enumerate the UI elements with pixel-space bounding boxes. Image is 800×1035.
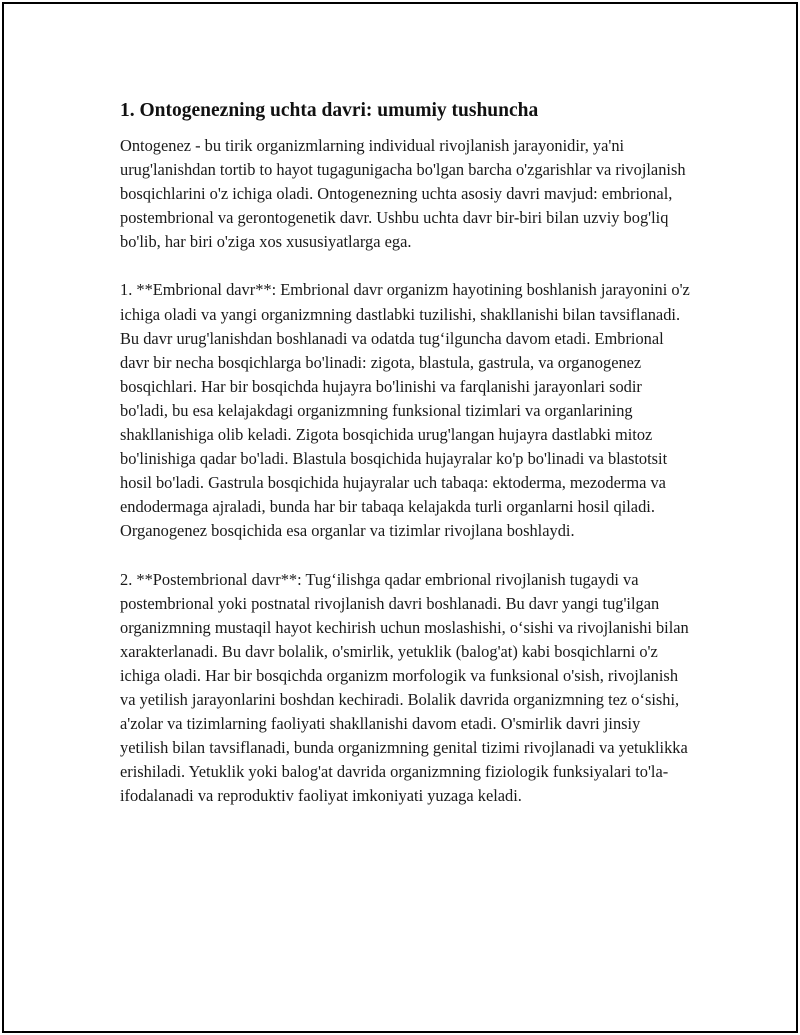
postembryonic-period-paragraph: 2. **Postembrional davr**: Tug‘ilishga qadar embrional rivojlanish tugaydi va postembrional yoki postnatal rivojlanish davri boshlanadi. Bu davr yangi tug'ilgan organizmning mustaqil hayot kechirish uchun moslashishi, o‘sishi va rivojlanishi bilan xarakterlanadi. Bu davr bolalik, o'smirlik, yetuklik (balog'at) kabi bosqichlarni o'z ichiga oladi. Har bir bosqichda organizm morfologik va funksional o'sish, rivojlanish va yetilish jarayonlarini boshdan kechiradi. Bolalik davrida organizmning tez o‘sishi, a'zolar va tizimlarning faoliyati shakllanishi davom etadi. O'smirlik davri jinsiy yetilish bilan tavsiflanadi, bunda organizmning genital tizimi rivojlanadi va yetuklikka erishiladi. Yetuklik yoki balog'at davrida organizmning fiziologik funksiyalari to'la-ifodalanadi va reproduktiv faoliyat imkoniyati yuzaga keladi.	[120, 569, 689, 806]
section-heading: 1. Ontogenezning uchta davri: umumiy tushuncha	[120, 100, 539, 121]
embryonic-period-paragraph: 1. **Embrional davr**: Embrional davr organizm hayotining boshlanish jarayonini o'z ichiga oladi va yangi organizmning dastlabki tuzilishi, shakllanishi bilan tavsiflanadi. Bu davr urug'lanishdan boshlanadi va odatda tug‘ilguncha davom etadi. Embrional davr bir necha bosqichlarga bo'linadi: zigota, blastula, gastrula, va organogenez bosqichlari. Har bir bosqichda hujayra bo'linishi va farqlanishi jarayonlari sodir bo'ladi, bu esa kelajakdagi organizmning funksional tizimlari va organlarining shakllanishiga olib keladi. Zigota bosqichida urug'langan hujayra dastlabki mitoz bo'linishiga qadar bo'ladi. Blastula bosqichida hujayralar ko'p bo'linadi va blastotsit hosil bo'ladi. Gastrula bosqichida hujayralar uch tabaqa: ektoderma, mezoderma va endodermaga ajraladi, bunda har bir tabaqa kelajakda turli organlarni hosil qiladi. Organogenez bosqichida esa organlar va tizimlar rivojlana boshlaydi.	[120, 280, 690, 541]
document-body	[120, 98, 692, 832]
page-frame	[2, 2, 798, 1033]
intro-paragraph: Ontogenez - bu tirik organizmlarning individual rivojlanish jarayonidir, ya'ni urug'lanishdan tortib to hayot tugagunigacha bo'lgan barcha o'zgarishlar va rivojlanish bosqichlarini o'z ichiga oladi. Ontogenezning uchta asosiy davri mavjud: embrional, postembrional va gerontogenetik davr. Ushbu uchta davr bir-biri bilan uzviy bog'liq bo'lib, har biri o'ziga xos xususiyatlarga ega.	[120, 136, 686, 252]
